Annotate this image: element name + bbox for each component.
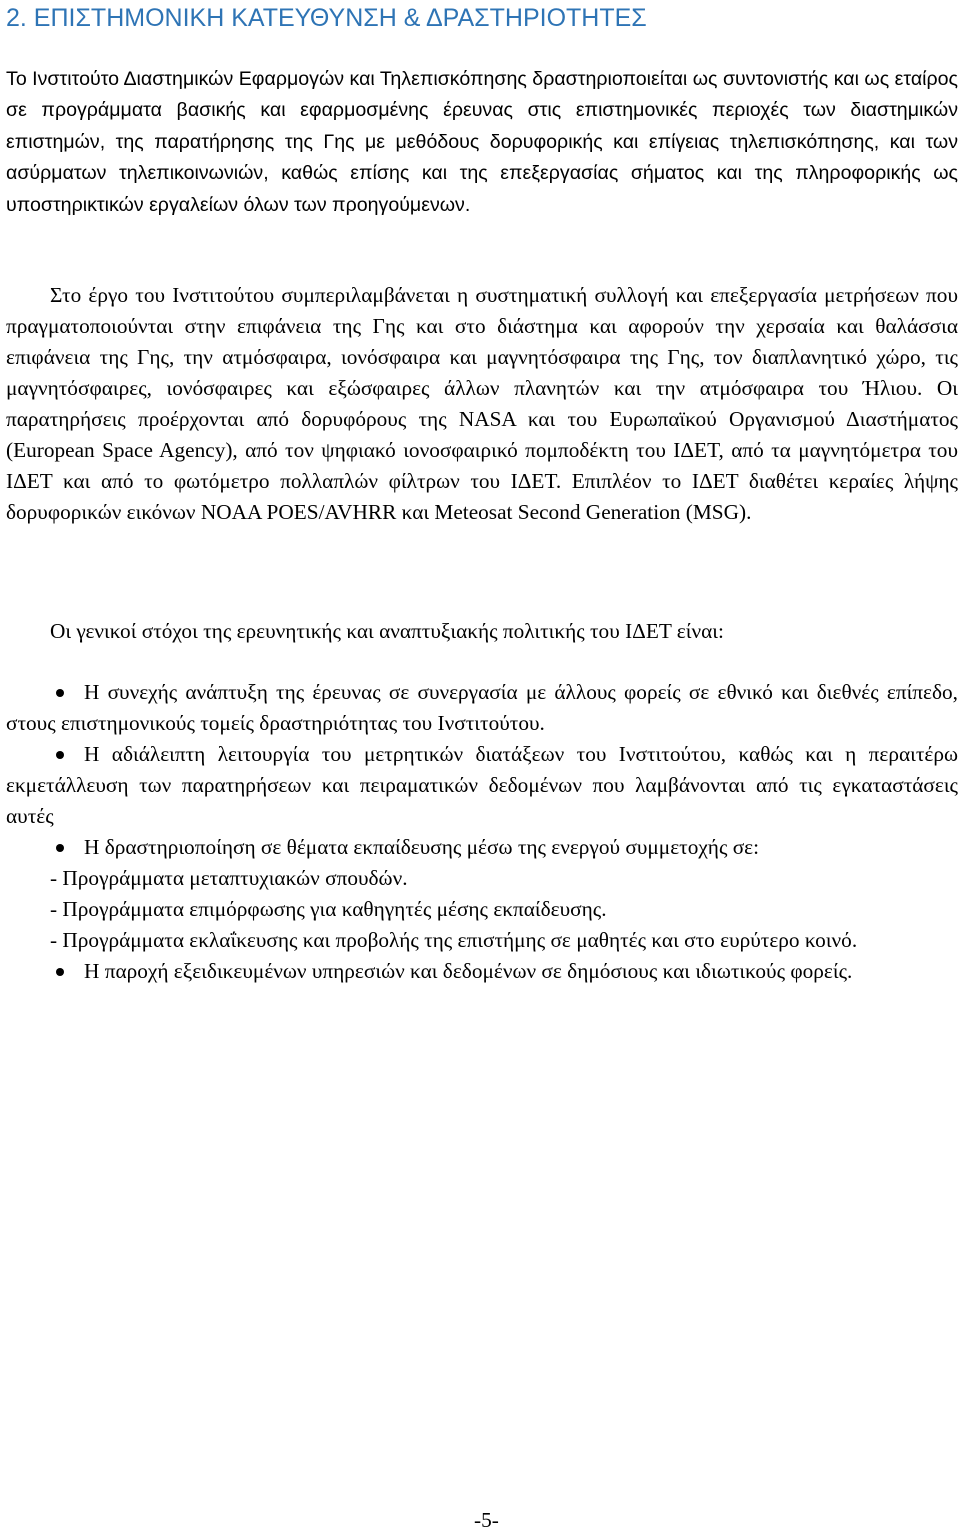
list-item-education-1: - Προγράμματα μεταπτυχιακών σπουδών. xyxy=(50,866,408,890)
goals-intro: Οι γενικοί στόχοι της ερευνητικής και αναπτυξιακής πολιτικής του ΙΔΕΤ είναι: xyxy=(50,619,724,643)
list-item-goal-1: Η συνεχής ανάπτυξη της έρευνας σε συνεργασία με άλλους φορείς σε εθνικό και διεθνές επίπεδο, στους επιστημονικούς τομείς δραστηριότητας του Ινστιτούτου. xyxy=(6,677,958,739)
list-item-goal-3: Η δραστηριοποίηση σε θέματα εκπαίδευσης μέσω της ενεργού συμμετοχής σε: xyxy=(6,832,958,863)
goals-list xyxy=(6,677,958,987)
section-heading: 2. ΕΠΙΣΤΗΜΟΝΙΚΗ ΚΑΤΕΥΘΥΝΣΗ & ΔΡΑΣΤΗΡΙΟΤΗΤΕΣ xyxy=(6,4,647,32)
list-item-goal-2: Η αδιάλειπτη λειτουργία του μετρητικών διατάξεων του Ινστιτούτου, καθώς και η περαιτέρω εκμετάλλευση των παρατηρήσεων και πειραματικών δεδομένων που λαμβάνονται από τις εγκαταστάσεις αυτές xyxy=(6,739,958,832)
intro-paragraph: Το Ινστιτούτο Διαστημικών Εφαρμογών και Τηλεπισκόπησης δραστηριοποιείται ως συντονιστής και ως εταίρος σε προγράμματα βασικής και εφαρμοσμένης έρευνας στις επιστημονικές περιοχές των διαστημικών επιστημών, της παρατήρησης της Γης με μεθόδους δορυφορικής και επίγειας τηλεπισκόπησης, και των ασύρματων τηλεπικοινωνιών, καθώς επίσης και της επεξεργασίας σήματος και της πληροφορικής ως υποστηρικτικών εργαλείων όλων των προηγούμενων. xyxy=(6,68,958,216)
page-number: -5- xyxy=(474,1508,499,1532)
list-item-education-2: - Προγράμματα επιμόρφωσης για καθηγητές μέσης εκπαίδευσης. xyxy=(50,897,607,921)
list-item-goal-4: Η παροχή εξειδικευμένων υπηρεσιών και δεδομένων σε δημόσιους και ιδιωτικούς φορείς. xyxy=(6,956,958,987)
work-paragraph: Στο έργο του Ινστιτούτου συμπεριλαμβάνεται η συστηματική συλλογή και επεξεργασία μετρήσεων που πραγματοποιούνται στην επιφάνεια της Γης και στο διάστημα και αφορούν την χερσαία και θαλάσσια επιφάνεια της Γης, την ατμόσφαιρα, ιονόσφαιρα και μαγνητόσφαιρα της Γης, τον διαπλανητικό χώρο, τις μαγνητόσφαιρες, ιονόσφαιρες και εξώσφαιρες άλλων πλανητών και την ατμόσφαιρα του Ήλιου. Οι παρατηρήσεις προέρχονται από δορυφόρους της NASA και του Ευρωπαϊκού Οργανισμού Διαστήματος (European Space Agency), από τον ψηφιακό ιονοσφαιρικό πομποδέκτη του ΙΔΕΤ, από τα μαγνητόμετρα του ΙΔΕΤ και από το φωτόμετρο πολλαπλών φίλτρων του ΙΔΕΤ. Επιπλέον το ΙΔΕΤ διαθέτει κεραίες λήψης δορυφορικών εικόνων NOAA POES/AVHRR και Meteosat Second Generation (MSG). xyxy=(6,283,958,524)
list-item-education-3: - Προγράμματα εκλαΐκευσης και προβολής της επιστήμης σε μαθητές και στο ευρύτερο κοινό. xyxy=(50,928,858,952)
